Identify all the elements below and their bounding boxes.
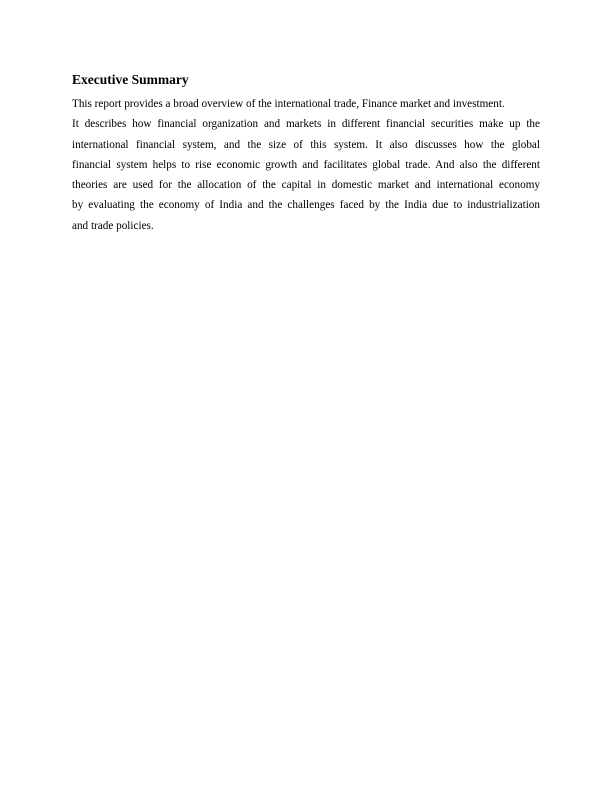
paragraph-line: This report provides a broad overview of the international trade, Finance market and investment. <box>72 98 505 110</box>
paragraph-line: international financial system, and the size of this system. It also discusses how the global <box>72 138 540 151</box>
paragraph-line: theories are used for the allocation of the capital in domestic market and international economy <box>72 179 540 192</box>
paragraph-line: by evaluating the economy of India and the challenges faced by the India due to industrialization <box>72 199 540 212</box>
paragraph-line: financial system helps to rise economic growth and facilitates global trade. And also the different <box>72 158 540 171</box>
executive-summary-paragraph <box>72 94 540 236</box>
document-body <box>72 70 540 236</box>
paragraph-line: It describes how financial organization and markets in different financial securities make up the <box>72 118 540 131</box>
paragraph-line: and trade policies. <box>72 219 154 232</box>
section-heading: Executive Summary <box>72 72 189 87</box>
